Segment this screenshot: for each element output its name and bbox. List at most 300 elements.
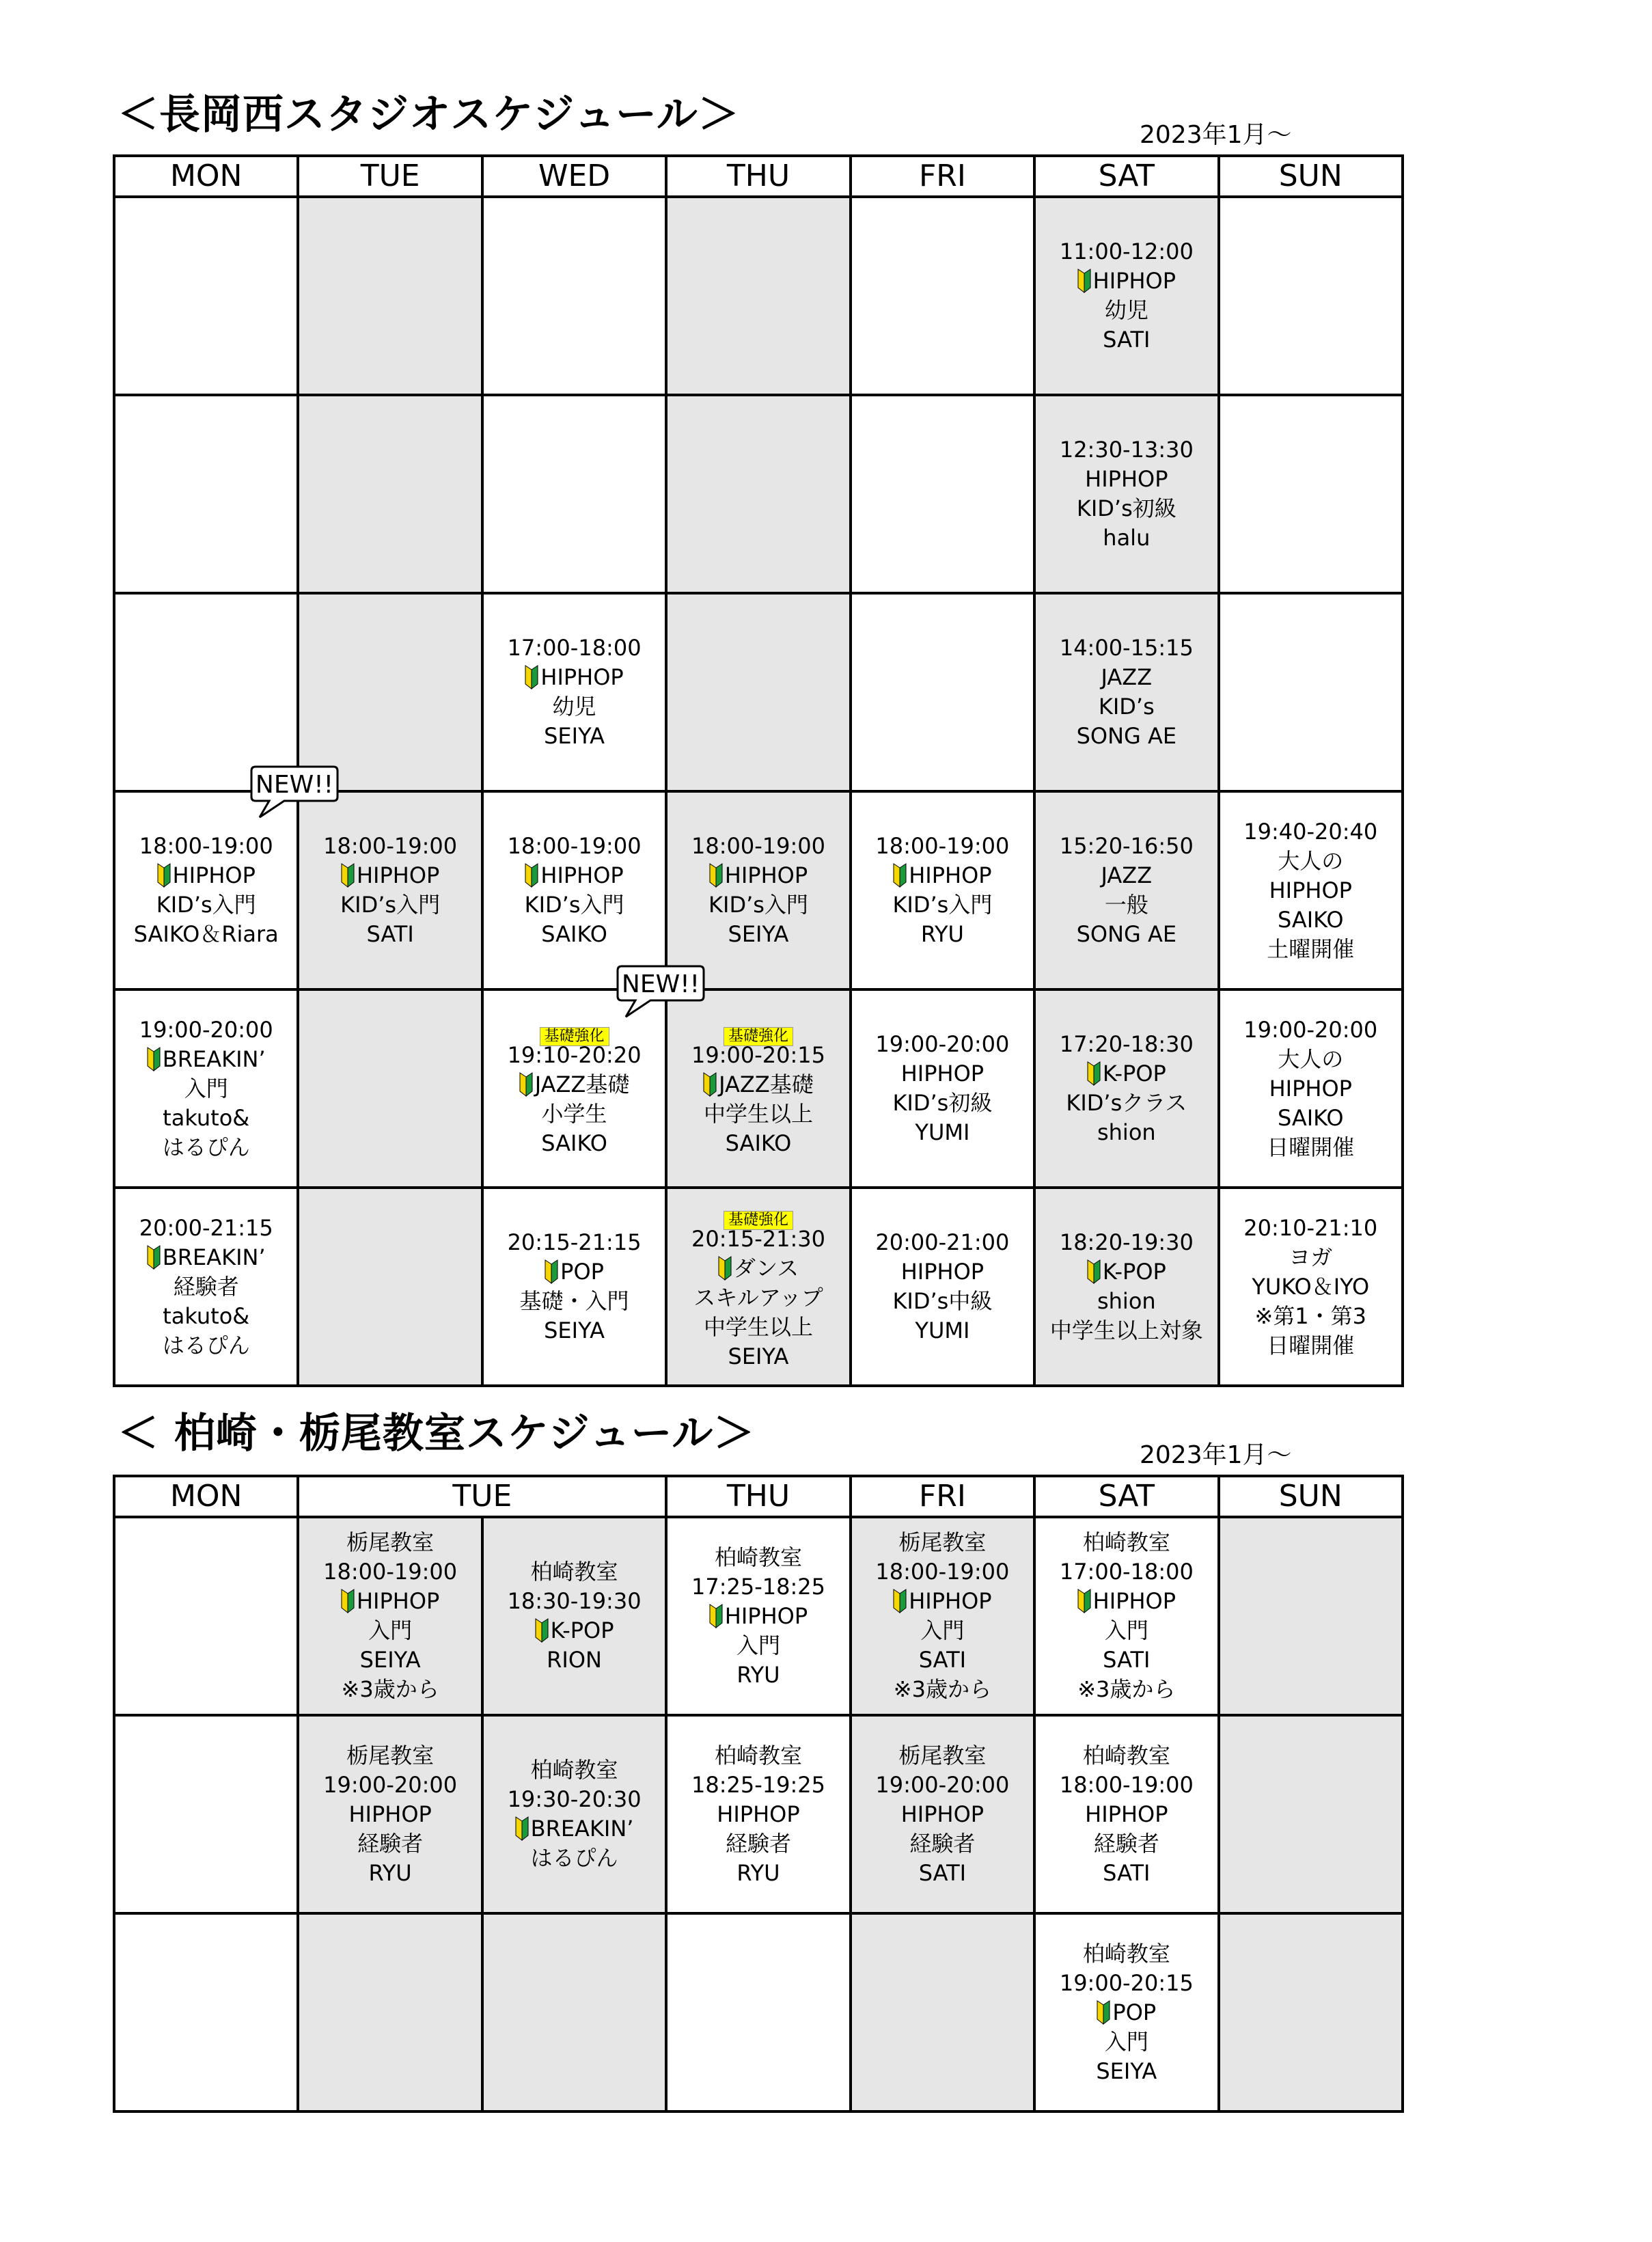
class-line	[1036, 465, 1217, 494]
beginner-mark-icon	[525, 665, 538, 689]
class-line	[852, 1118, 1033, 1147]
class-line	[484, 1587, 665, 1616]
class-line-head	[484, 1041, 665, 1070]
class-line-head	[1036, 1741, 1217, 1771]
empty-cell	[298, 989, 482, 1188]
class-text: RYU	[736, 1661, 780, 1688]
kashiwazaki-since: 2023年1月～	[1140, 1441, 1292, 1469]
class-line	[852, 1800, 1033, 1829]
class-text: SONG AE	[1076, 723, 1177, 749]
class-text: 経験者	[173, 1273, 239, 1300]
class-cell	[114, 1188, 298, 1386]
class-line	[484, 1129, 665, 1158]
schedule-row	[114, 593, 1403, 791]
new-label: NEW!!	[255, 771, 334, 799]
class-line	[667, 1771, 849, 1800]
class-line	[852, 1645, 1033, 1675]
class-line-head	[852, 1528, 1033, 1557]
class-cell	[666, 1517, 850, 1715]
empty-cell	[1219, 593, 1403, 791]
class-line	[1036, 1089, 1217, 1118]
class-line	[667, 1859, 849, 1888]
class-line	[1220, 1302, 1401, 1331]
schedule-row	[114, 197, 1403, 395]
class-line	[115, 1133, 297, 1162]
class-line	[1220, 1243, 1401, 1272]
class-line	[1036, 2027, 1217, 2057]
class-text: 18:20-19:30	[1059, 1229, 1194, 1255]
schedule-row	[114, 1913, 1403, 2111]
class-line	[115, 890, 297, 920]
class-text: YUMI	[915, 1119, 970, 1145]
class-line	[667, 1829, 849, 1859]
class-text: HIPHOP	[900, 1801, 985, 1827]
empty-cell	[1219, 395, 1403, 593]
empty-cell	[114, 1715, 298, 1913]
class-line	[852, 1771, 1033, 1800]
class-text: 20:10-21:10	[1243, 1214, 1378, 1241]
class-line	[1220, 1104, 1401, 1133]
class-line	[484, 692, 665, 722]
class-line	[667, 920, 849, 949]
empty-cell	[114, 197, 298, 395]
class-text: 19:00-20:15	[1059, 1969, 1194, 1996]
empty-cell	[666, 395, 850, 593]
beginner-mark-icon	[341, 1589, 355, 1613]
class-line	[1220, 905, 1401, 935]
class-line	[667, 1572, 849, 1602]
class-line-head	[115, 832, 297, 861]
class-text: 柏崎教室	[530, 1757, 618, 1783]
class-text: 土曜開催	[1267, 935, 1355, 962]
class-text: HIPHOP	[1085, 466, 1168, 492]
class-text: 14:00-15:15	[1059, 635, 1194, 661]
class-text: 入門	[184, 1075, 228, 1102]
class-line	[667, 861, 849, 890]
class-line	[299, 1675, 480, 1704]
class-line	[1220, 876, 1401, 905]
kashiwazaki-schedule-table	[113, 1475, 1404, 2113]
class-cell	[482, 1517, 666, 1715]
class-text: BREAKIN’	[162, 1045, 266, 1072]
skill-boost-badge: 基礎強化	[724, 1211, 793, 1230]
class-text: SATI	[918, 1647, 967, 1673]
class-text: 18:25-19:25	[691, 1771, 825, 1798]
class-line	[484, 663, 665, 692]
class-line-head	[667, 1225, 849, 1254]
class-line	[852, 1557, 1033, 1587]
class-line-head	[1220, 1015, 1401, 1045]
class-line	[1036, 1800, 1217, 1829]
empty-cell	[1219, 1715, 1403, 1913]
class-text: 18:00-19:00	[139, 833, 273, 859]
class-line	[852, 1829, 1033, 1859]
class-text: HIPHOP	[900, 1061, 985, 1086]
class-line	[1036, 1998, 1217, 2027]
class-line-head	[1036, 1228, 1217, 1257]
class-line-head	[299, 832, 480, 861]
class-cell	[482, 791, 666, 989]
nagaoka-title: ＜長岡西スタジオスケジュール＞	[118, 91, 740, 139]
class-text: 18:30-19:30	[507, 1588, 642, 1614]
class-line	[667, 1660, 849, 1690]
class-text: SEIYA	[1096, 2058, 1157, 2084]
class-text: POP	[1112, 1999, 1157, 2025]
class-line	[115, 1331, 297, 1361]
class-line	[1220, 1133, 1401, 1162]
empty-cell	[851, 593, 1034, 791]
header-fri: FRI	[851, 1476, 1034, 1517]
class-text: 19:30-20:30	[507, 1786, 642, 1812]
class-line	[299, 1645, 480, 1675]
empty-cell	[482, 395, 666, 593]
class-line	[1036, 890, 1217, 920]
class-line-head	[667, 1041, 849, 1070]
class-line-head	[299, 1528, 480, 1557]
class-line	[1220, 1074, 1401, 1104]
class-line	[1036, 692, 1217, 722]
class-line	[852, 1587, 1033, 1616]
class-line	[852, 1616, 1033, 1645]
class-line	[1036, 1616, 1217, 1645]
class-text: YUKO＆IYO	[1252, 1273, 1370, 1300]
header-thu: THU	[666, 156, 850, 197]
class-text: HIPHOP	[356, 1588, 440, 1614]
class-text: 20:15-21:15	[507, 1229, 642, 1255]
class-cell	[1219, 791, 1403, 989]
empty-cell	[114, 1913, 298, 2111]
class-cell	[1034, 1188, 1218, 1386]
header-fri: FRI	[851, 156, 1034, 197]
class-text: はるぴん	[162, 1332, 250, 1358]
class-cell	[1034, 395, 1218, 593]
class-text: SONG AE	[1076, 921, 1177, 947]
class-text: 19:10-20:20	[507, 1042, 642, 1068]
class-text: 19:00-20:00	[323, 1771, 458, 1798]
class-text: ※3歳から	[893, 1676, 991, 1702]
class-line	[1036, 663, 1217, 692]
empty-cell	[1219, 1517, 1403, 1715]
beginner-mark-icon	[515, 1816, 529, 1841]
class-text: JAZZ	[1101, 862, 1153, 888]
class-text: SEIYA	[728, 1343, 789, 1369]
schedule-row	[114, 1188, 1403, 1386]
class-line	[484, 1844, 665, 1873]
class-text: 幼児	[552, 694, 596, 720]
class-cell	[1034, 1517, 1218, 1715]
class-text: 19:00-20:00	[1243, 1016, 1378, 1043]
class-text: 日曜開催	[1267, 1134, 1355, 1160]
class-line-head	[115, 1015, 297, 1045]
class-line	[667, 1602, 849, 1631]
header-sat: SAT	[1034, 1476, 1218, 1517]
schedule-row	[114, 791, 1403, 989]
class-text: スキルアップ	[693, 1284, 823, 1311]
class-text: KID’s初級	[1076, 495, 1176, 521]
class-text: shion	[1097, 1119, 1156, 1145]
class-text: HIPHOP	[348, 1801, 432, 1827]
class-text: 19:00-20:00	[875, 1771, 1010, 1798]
empty-cell	[482, 1913, 666, 2111]
class-text: 12:30-13:30	[1059, 437, 1194, 463]
class-line	[1220, 935, 1401, 964]
class-text: takuto&	[163, 1104, 250, 1131]
class-text: KID’s入門	[156, 892, 256, 918]
beginner-mark-icon	[545, 1259, 558, 1284]
class-text: KID’s	[1098, 694, 1155, 720]
class-text: 18:00-19:00	[875, 1559, 1010, 1585]
class-text: JAZZ基礎	[534, 1071, 630, 1097]
class-text: 18:00-19:00	[691, 833, 825, 859]
schedule-row	[114, 1715, 1403, 1913]
beginner-mark-icon	[147, 1047, 161, 1071]
class-text: 中学生以上	[703, 1313, 813, 1340]
class-text: 18:00-19:00	[507, 833, 642, 859]
class-text: JAZZ基礎	[719, 1071, 814, 1097]
class-text: 柏崎教室	[1082, 1940, 1170, 1967]
empty-cell	[298, 593, 482, 791]
class-line-head	[484, 832, 665, 861]
class-text: 20:15-21:30	[691, 1225, 825, 1252]
beginner-mark-icon	[718, 1256, 732, 1281]
class-text: 大人の	[1278, 847, 1344, 874]
class-text: SEIYA	[544, 723, 605, 749]
class-line-head	[667, 1543, 849, 1572]
beginner-mark-icon	[341, 863, 355, 888]
class-line	[484, 890, 665, 920]
class-text: 入門	[736, 1632, 780, 1658]
class-line-head	[1036, 435, 1217, 465]
class-line-head	[484, 1755, 665, 1785]
class-text: HIPHOP	[717, 1801, 800, 1827]
class-line	[1036, 1316, 1217, 1345]
class-text: KID’s入門	[524, 892, 624, 918]
class-text: SATI	[366, 921, 414, 947]
class-line-head	[1036, 1939, 1217, 1969]
class-line	[1036, 1859, 1217, 1888]
beginner-mark-icon	[709, 863, 723, 888]
class-line-head	[115, 1214, 297, 1243]
class-text: 栃尾教室	[346, 1529, 435, 1555]
class-line	[667, 1800, 849, 1829]
class-line	[852, 1316, 1033, 1345]
empty-cell	[1219, 197, 1403, 395]
class-text: ダンス	[733, 1255, 799, 1281]
class-line	[484, 1645, 665, 1675]
class-text: HIPHOP	[356, 862, 440, 888]
beginner-mark-icon	[703, 1072, 717, 1097]
class-cell	[482, 593, 666, 791]
class-line	[1220, 847, 1401, 876]
class-line-head	[1036, 1528, 1217, 1557]
empty-cell	[298, 197, 482, 395]
class-text: KID’s中級	[892, 1288, 993, 1314]
class-text: 入門	[368, 1617, 413, 1643]
class-line	[667, 1070, 849, 1099]
class-text: SEIYA	[359, 1647, 421, 1673]
class-text: SAIKO	[541, 921, 607, 947]
class-cell	[114, 989, 298, 1188]
class-text: 大人の	[1278, 1045, 1344, 1072]
class-text: 基礎・入門	[519, 1288, 629, 1314]
class-text: K-POP	[1102, 1061, 1166, 1086]
class-line	[1036, 1969, 1217, 1998]
header-tue: TUE	[298, 1476, 666, 1517]
class-line-head	[1036, 237, 1217, 266]
class-text: 経験者	[357, 1830, 424, 1857]
class-text: 経験者	[909, 1830, 976, 1857]
class-line	[115, 1243, 297, 1272]
beginner-mark-icon	[525, 863, 538, 888]
class-line	[852, 1859, 1033, 1888]
class-text: ※3歳から	[341, 1676, 439, 1702]
class-text: はるぴん	[530, 1845, 618, 1871]
empty-cell	[666, 1913, 850, 2111]
new-label: NEW!!	[621, 970, 700, 998]
class-cell	[298, 1517, 482, 1715]
beginner-mark-icon	[1087, 1259, 1101, 1284]
class-text: KID’s入門	[340, 892, 441, 918]
class-line	[299, 1587, 480, 1616]
class-text: 経験者	[725, 1830, 791, 1857]
empty-cell	[666, 197, 850, 395]
class-line	[299, 1616, 480, 1645]
class-line	[667, 1342, 849, 1371]
class-line-head	[667, 832, 849, 861]
class-line	[667, 1283, 849, 1313]
class-text: RION	[547, 1647, 602, 1673]
class-line	[484, 1099, 665, 1129]
class-line	[667, 1631, 849, 1660]
class-text: 入門	[1104, 2028, 1148, 2055]
class-line-head	[852, 1228, 1033, 1257]
class-line	[484, 1616, 665, 1645]
class-text: HIPHOP	[900, 1259, 985, 1285]
class-line-head	[852, 1030, 1033, 1059]
class-text: はるぴん	[162, 1134, 250, 1160]
nagaoka-since: 2023年1月～	[1140, 121, 1292, 149]
class-line	[484, 1257, 665, 1287]
class-text: 経験者	[1093, 1830, 1159, 1857]
class-cell	[666, 1188, 850, 1386]
class-line-head	[484, 1557, 665, 1587]
class-text: K-POP	[1102, 1259, 1166, 1285]
class-cell	[298, 1715, 482, 1913]
day-header-row	[114, 156, 1403, 197]
schedule-row	[114, 1517, 1403, 1715]
class-text: 一般	[1104, 892, 1148, 918]
class-line	[1036, 494, 1217, 523]
class-text: 栃尾教室	[898, 1742, 987, 1768]
class-text: HIPHOP	[724, 862, 808, 888]
class-cell	[851, 1517, 1034, 1715]
class-line	[299, 1859, 480, 1888]
class-text: 幼児	[1104, 297, 1148, 323]
class-line	[299, 1557, 480, 1587]
class-text: HIPHOP	[909, 1588, 992, 1614]
class-text: 栃尾教室	[346, 1742, 435, 1768]
empty-cell	[114, 395, 298, 593]
class-text: 柏崎教室	[714, 1742, 802, 1768]
class-line	[115, 920, 297, 949]
class-line-head	[1036, 1030, 1217, 1059]
empty-cell	[298, 1913, 482, 2111]
class-cell	[851, 1715, 1034, 1913]
class-text: RYU	[368, 1859, 412, 1886]
class-line	[667, 1129, 849, 1158]
class-text: 小学生	[541, 1101, 607, 1127]
class-line	[667, 1313, 849, 1342]
header-sun: SUN	[1219, 1476, 1403, 1517]
class-line	[115, 1074, 297, 1104]
new-bubble-thu	[616, 963, 705, 1020]
class-cell	[1034, 791, 1218, 989]
class-text: halu	[1103, 525, 1151, 551]
class-text: SAIKO	[541, 1130, 607, 1156]
class-line	[299, 1800, 480, 1829]
class-line	[299, 890, 480, 920]
class-text: SEIYA	[544, 1317, 605, 1343]
class-line-head	[852, 832, 1033, 861]
class-line	[852, 1287, 1033, 1316]
class-text: 19:40-20:40	[1243, 818, 1378, 845]
header-mon: MON	[114, 1476, 298, 1517]
skill-boost-badge: 基礎強化	[540, 1027, 609, 1046]
class-line	[1036, 1257, 1217, 1287]
class-line	[852, 1059, 1033, 1089]
class-line	[1036, 1059, 1217, 1089]
class-text: HIPHOP	[172, 862, 256, 888]
skill-boost-badge: 基礎強化	[724, 1027, 793, 1046]
class-line	[1220, 1045, 1401, 1074]
empty-cell	[114, 1517, 298, 1715]
class-line	[1036, 325, 1217, 355]
class-text: 入門	[1104, 1617, 1148, 1643]
class-line	[1036, 1587, 1217, 1616]
class-line	[1220, 1331, 1401, 1361]
class-text: 19:00-20:00	[875, 1031, 1010, 1057]
class-line	[1036, 1118, 1217, 1147]
class-text: 17:00-18:00	[507, 635, 642, 661]
class-text: ※3歳から	[1077, 1676, 1176, 1702]
class-line	[1036, 1829, 1217, 1859]
class-cell	[114, 791, 298, 989]
beginner-mark-icon	[535, 1618, 549, 1643]
class-text: KID’s初級	[892, 1090, 993, 1116]
class-text: SATI	[1103, 1647, 1151, 1673]
class-text: 18:00-19:00	[323, 1559, 458, 1585]
class-line	[852, 890, 1033, 920]
class-line	[852, 861, 1033, 890]
beginner-mark-icon	[147, 1245, 161, 1270]
class-cell	[851, 1188, 1034, 1386]
class-text: 柏崎教室	[1082, 1742, 1170, 1768]
class-text: 18:00-19:00	[1059, 1771, 1194, 1798]
class-text: SATI	[1103, 327, 1151, 353]
class-text: 20:00-21:15	[139, 1214, 273, 1241]
class-line-head	[667, 1741, 849, 1771]
class-line	[115, 1302, 297, 1331]
class-text: SATI	[918, 1859, 967, 1886]
header-sat: SAT	[1034, 156, 1218, 197]
class-line	[115, 861, 297, 890]
class-text: 柏崎教室	[714, 1544, 802, 1570]
class-line-head	[852, 1741, 1033, 1771]
class-line	[484, 861, 665, 890]
class-text: 柏崎教室	[530, 1559, 618, 1585]
beginner-mark-icon	[1077, 1589, 1091, 1613]
class-text: 中学生以上	[703, 1101, 813, 1127]
